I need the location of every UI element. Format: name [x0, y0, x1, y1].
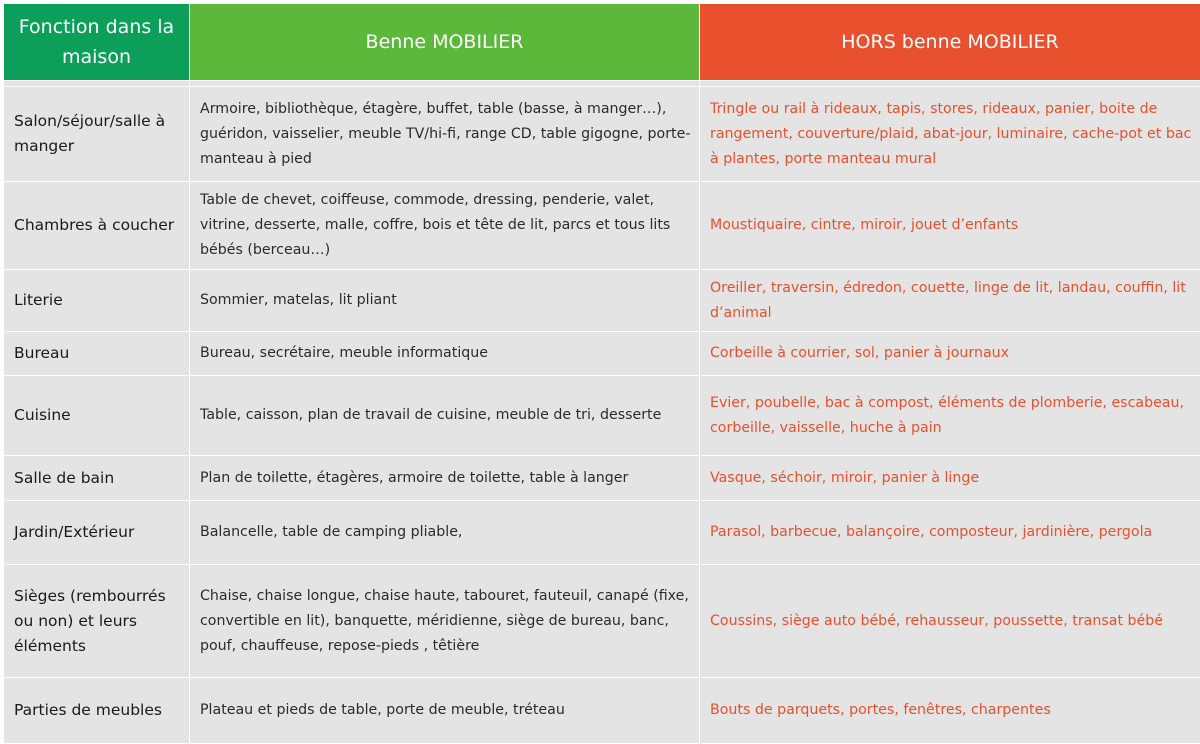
row-benne-items: Plan de toilette, étagères, armoire de toilette, table à langer [190, 456, 700, 501]
row-benne-items: Chaise, chaise longue, chaise haute, tabouret, fauteuil, canapé (fixe, convertible en lit), banquette, méridienne, siège de bureau, banc, pouf, chauffeuse, repose-pieds , têtière [190, 565, 700, 678]
table-row [4, 87, 1200, 182]
row-benne-items: Balancelle, table de camping pliable, [190, 501, 700, 565]
row-hors-items: Vasque, séchoir, miroir, panier à linge [700, 456, 1200, 501]
table-row [4, 376, 1200, 456]
row-hors-items: Coussins, siège auto bébé, rehausseur, poussette, transat bébé [700, 565, 1200, 678]
row-function: Literie [4, 270, 190, 332]
row-benne-items: Table de chevet, coiffeuse, commode, dressing, penderie, valet, vitrine, desserte, malle, coffre, bois et tête de lit, parcs et tous lits bébés (berceau…) [190, 182, 700, 270]
row-benne-items: Sommier, matelas, lit pliant [190, 270, 700, 332]
row-benne-items: Plateau et pieds de table, porte de meuble, tréteau [190, 678, 700, 744]
table-row [4, 182, 1200, 270]
table-row [4, 565, 1200, 678]
row-function: Jardin/Extérieur [4, 501, 190, 565]
row-function: Salle de bain [4, 456, 190, 501]
row-hors-items: Parasol, barbecue, balançoire, composteur, jardinière, pergola [700, 501, 1200, 565]
furniture-sorting-table [3, 3, 1200, 744]
row-function: Cuisine [4, 376, 190, 456]
header-hors-benne-mobilier: HORS benne MOBILIER [700, 4, 1200, 81]
row-function: Parties de meubles [4, 678, 190, 744]
row-hors-items: Tringle ou rail à rideaux, tapis, stores, rideaux, panier, boite de rangement, couverture/plaid, abat-jour, luminaire, cache-pot et bac à plantes, porte manteau mural [700, 87, 1200, 182]
row-hors-items: Bouts de parquets, portes, fenêtres, charpentes [700, 678, 1200, 744]
row-benne-items: Table, caisson, plan de travail de cuisine, meuble de tri, desserte [190, 376, 700, 456]
table-header-row [4, 4, 1200, 81]
row-function: Salon/séjour/salle à manger [4, 87, 190, 182]
row-function: Sièges (rembourrés ou non) et leurs éléments [4, 565, 190, 678]
table-row [4, 332, 1200, 376]
row-hors-items: Moustiquaire, cintre, miroir, jouet d’enfants [700, 182, 1200, 270]
table-row [4, 678, 1200, 744]
row-benne-items: Bureau, secrétaire, meuble informatique [190, 332, 700, 376]
row-hors-items: Oreiller, traversin, édredon, couette, linge de lit, landau, couffin, lit d’animal [700, 270, 1200, 332]
header-function: Fonction dans la maison [4, 4, 190, 81]
row-hors-items: Corbeille à courrier, sol, panier à journaux [700, 332, 1200, 376]
table-row [4, 501, 1200, 565]
row-benne-items: Armoire, bibliothèque, étagère, buffet, table (basse, à manger…), guéridon, vaisselier, meuble TV/hi-fi, range CD, table gigogne, porte-manteau à pied [190, 87, 700, 182]
row-function: Chambres à coucher [4, 182, 190, 270]
table-row [4, 270, 1200, 332]
table-row [4, 456, 1200, 501]
row-hors-items: Evier, poubelle, bac à compost, éléments de plomberie, escabeau, corbeille, vaisselle, huche à pain [700, 376, 1200, 456]
header-benne-mobilier: Benne MOBILIER [190, 4, 700, 81]
row-function: Bureau [4, 332, 190, 376]
